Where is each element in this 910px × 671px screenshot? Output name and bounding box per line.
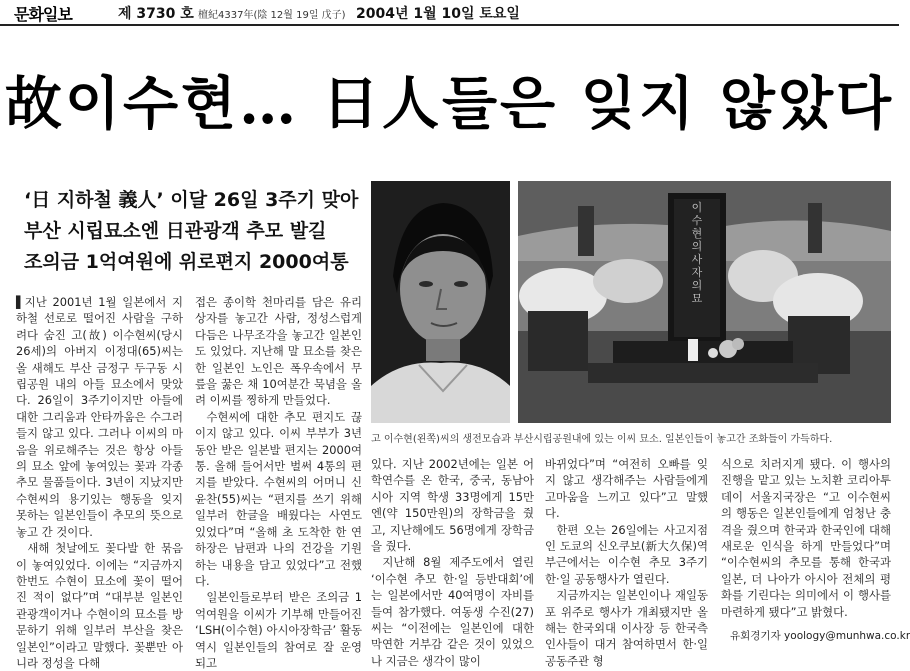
paragraph: 접은 종이학 천마리를 담은 유리상자를 놓고간 사람, 정성스럽게 다듬은 나무조각을 놓고간 일본인도 있었다. 지난해 말 묘소를 찾은 한 일본인 노인은 폭우속에서 무릎을 꿇은 채 10여분간 묵념을 올려 이씨를 찡하게 만들었다. [195, 295, 362, 408]
portrait-illustration [371, 181, 510, 423]
paragraph: 지난해 8월 제주도에서 열린 ‘이수현 추모 한·일 등반대회’에는 일본에서만 40여명이 자비를 들여 참가했다. 여동생 수진(27)씨는 “이전에는 일본인에 대한 막연한 거부감 같은 것이 있었으나 지금은 생각이 많이 [371, 555, 534, 668]
issue-number: 제 3730 호 [118, 6, 194, 22]
paragraph: 수현씨에 대한 추모 편지도 끊이지 않고 있다. 이씨 부부가 3년동안 받은 일본발 편지는 2000여통. 올해 들어서만 벌써 4통의 편지를 받았다. 수현씨의 어머니 신윤찬(55)씨는 “편지를 쓰기 위해 일부러 한글을 배웠다는 사연도 있었다”며 “올해 초 도착한 한 연하장은 남편과 나의 건강을 기원하는 내용을 담고 있었다”고 전했다. [195, 409, 362, 588]
paragraph: 한편 오는 26일에는 사고지점인 도쿄의 신오쿠보(新大久保)역 부근에서는 이수현 추모 3주기 한·일 공동행사가 열린다. [545, 522, 708, 586]
article-column-3 [371, 456, 534, 668]
article-column-5 [721, 456, 891, 624]
reporter-byline: 유회경기자 yoology@munhwa.co.kr [730, 630, 910, 642]
paragraph: 식으로 치러지게 됐다. 이 행사의 진행을 맡고 있는 노치환 코리아투데이 서울지국장은 “고 이수현씨의 행동은 일본인들에게 엄청난 충격을 줬으며 한국과 한국인에 대해 새로운 인식을 하게 만들었다”며 “이수현씨의 추모를 통해 한국과 일본, 더 나아가 아시아 전체의 평화를 기린다는 의미에서 이 행사를 마련하게 됐다”고 밝혔다. [721, 457, 891, 619]
paragraph: 일본인들로부터 받은 조의금 1억여원을 이씨가 기부해 만들어진 ‘LSH(이수현) 아시아장학금’ 활동 역시 일본인들의 참여로 잘 운영되고 [195, 590, 362, 670]
grave-photo [518, 181, 891, 423]
tablet-inscription: 이수현 의사자의 묘 [691, 201, 703, 305]
subhead-2: 부산 시립묘소엔 日관광객 추모 발길 [24, 220, 327, 242]
photo-caption: 고 이수현(왼쪽)씨의 생전모습과 부산시립공원내에 있는 이씨 묘소. 일본인들이 놓고간 조화들이 가득하다. [371, 434, 833, 445]
subhead-1: ‘日 지하철 義人’ 이달 26일 3주기 맞아 [24, 189, 359, 211]
paragraph: 바뀌었다”며 “여전히 오빠를 잊지 않고 생각해주는 사람들에게 고마움을 느끼고 있다”고 말했다. [545, 457, 708, 521]
article-column-2 [195, 294, 362, 670]
article-column-4 [545, 456, 708, 668]
paragraph: ▌지난 2001년 1월 일본에서 지하철 선로로 떨어진 사람을 구하려다 숨진 고(故) 이수현씨(당시 26세)의 아버지 이정대(65)씨는 올 새해도 부산 금정구 두구동 시립공원 내의 아들 묘소에서 맞았다. 26일이 3주기이지만 아들에 대한 그리움과 안타까움은 수그러들지 않고 있다. 그러나 이씨의 마음을 위로해주는 것은 항상 아들의 묘소 앞에 놓여있는 꽃과 각종 추모 물품들이다. 3년이 지났지만 수현씨의 용기있는 행동을 잊지 못하는 일본인들이 추모의 뜻으로 놓고 간 것이다. [16, 295, 183, 539]
portrait-photo [371, 181, 510, 423]
subhead-3: 조의금 1억여원에 위로편지 2000여통 [24, 251, 349, 273]
headline: 故이수현… 日人들은 잊지 않았다 [4, 70, 895, 137]
paragraph: 지금까지는 일본인이나 재일동포 위주로 행사가 개최됐지만 올해는 한국외대 이사장 등 한국측 인사들이 대거 참여하면서 한·일 공동주관 형 [545, 588, 708, 668]
paragraph: 있다. 지난 2002년에는 일본 어학연수를 온 한국, 중국, 동남아시아 지역 학생 33명에게 15만엔(약 150만원)의 장학금을 줬고, 지난해에도 56명에게 장학금을 줬다. [371, 457, 534, 554]
publication-date: 2004년 1월 10일 토요일 [356, 6, 520, 22]
article-column-1 [16, 294, 183, 670]
paragraph: 새해 첫날에도 꽃다발 한 묶음이 놓여있었다. 이에는 “지금까지 한번도 수현이 묘소에 꽃이 떨어진 적이 없다”며 “대부분 일본인 관광객이거나 수현이의 묘소를 방문하기 위해 일부러 부산을 찾은 일본인”이라고 말했다. 꽃뿐만 아니라 정성을 다해 [16, 541, 183, 670]
masthead [0, 0, 899, 26]
newspaper-logo: 문화일보 [14, 5, 72, 24]
lunar-date: 檀紀4337年(陰 12월 19일 戊子) [198, 10, 346, 21]
